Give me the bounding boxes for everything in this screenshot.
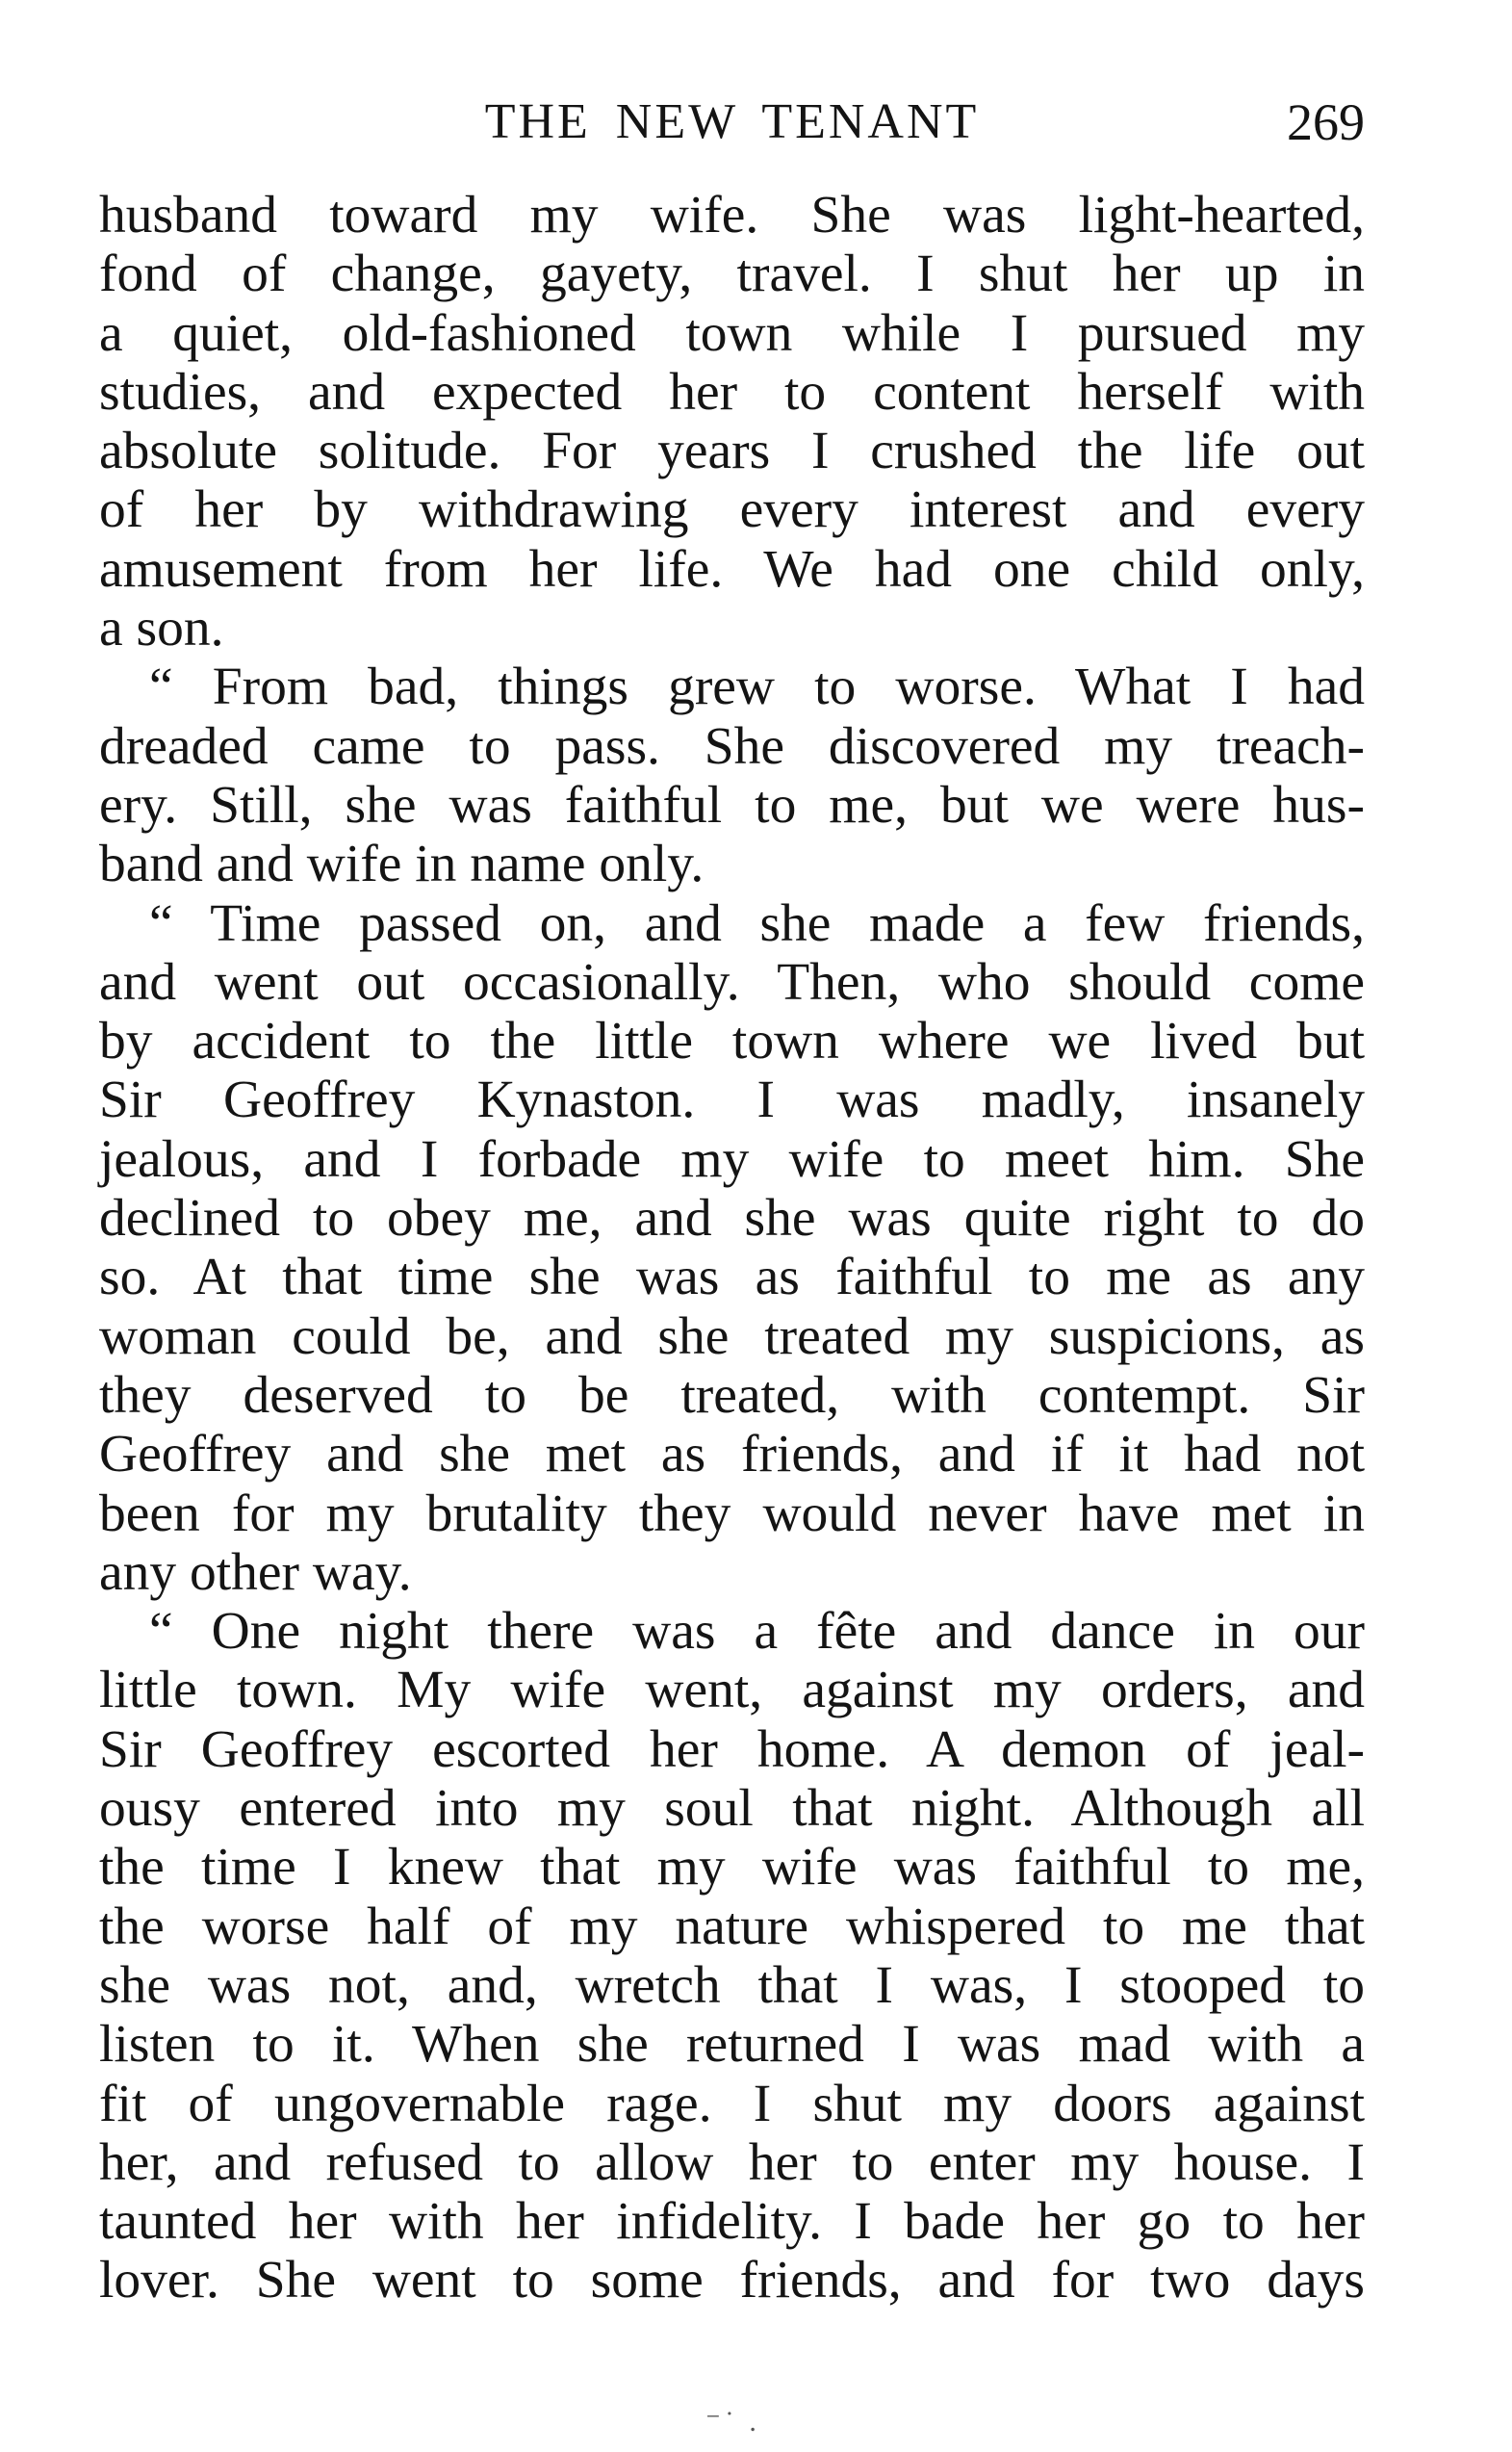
text-line: “ Time passed on, and she made a few friends, (149, 893, 1365, 953)
text-line: husband toward my wife. She was light-hearted, (99, 186, 1365, 245)
text-line: “ One night there was a fête and dance in our (149, 1602, 1365, 1662)
running-title: THE NEW TENANT (484, 94, 980, 149)
text-line: Sir Geoffrey escorted her home. A demon of jeal- (99, 1719, 1365, 1779)
text-line: a son. (99, 599, 224, 658)
text-line: the time I knew that my wife was faithful to me, (99, 1838, 1365, 1897)
text-line: they deserved to be treated, with contempt. Sir (99, 1365, 1365, 1425)
text-line: absolute solitude. For years I crushed the life out (99, 422, 1365, 481)
text-line: listen to it. When she returned I was mad with a (99, 2015, 1365, 2075)
text-line: jealous, and I forbade my wife to meet him. She (99, 1129, 1365, 1189)
text-line: dreaded came to pass. She discovered my treach- (99, 716, 1365, 776)
text-line: studies, and expected her to content herself with (99, 362, 1365, 422)
text-line: a quiet, old-fashioned town while I pursued my (99, 303, 1365, 363)
text-line: of her by withdrawing every interest and every (99, 480, 1365, 540)
text-line: fond of change, gayety, travel. I shut her up in (99, 245, 1365, 304)
text-line: declined to obey me, and she was quite right to do (99, 1189, 1365, 1249)
text-line: by accident to the little town where we lived but (99, 1012, 1365, 1071)
text-line: and went out occasionally. Then, who should come (99, 952, 1365, 1012)
text-line: the worse half of my nature whispered to me that (99, 1897, 1365, 1956)
text-line: been for my brutality they would never have met in (99, 1484, 1365, 1543)
text-line: any other way. (99, 1542, 412, 1602)
text-line: Sir Geoffrey Kynaston. I was madly, insanely (99, 1071, 1365, 1130)
text-line: Geoffrey and she met as friends, and if it had not (99, 1425, 1365, 1484)
text-line: woman could be, and she treated my suspicions, as (99, 1306, 1365, 1366)
running-head (99, 89, 1365, 156)
text-line: little town. My wife went, against my orders, and (99, 1661, 1365, 1720)
text-line: so. At that time she was as faithful to me as any (99, 1248, 1365, 1307)
text-line: her, and refused to allow her to enter my house. I (99, 2132, 1365, 2192)
text-line: “ From bad, things grew to worse. What I had (149, 658, 1365, 717)
text-line: she was not, and, wretch that I was, I stooped to (99, 1955, 1365, 2015)
text-line: ousy entered into my soul that night. Although all (99, 1779, 1365, 1839)
text-line: band and wife in name only. (99, 835, 705, 894)
text-line: ery. Still, she was faithful to me, but we were hus- (99, 775, 1365, 835)
text-line: fit of ungovernable rage. I shut my doors against (99, 2074, 1365, 2133)
print-speck-marks: ⁻˙ . (705, 2406, 760, 2438)
text-line: taunted her with her infidelity. I bade her go to her (99, 2192, 1365, 2252)
page-number: 269 (1287, 93, 1365, 151)
text-line: amusement from her life. We had one child only, (99, 539, 1365, 599)
text-line: lover. She went to some friends, and for two days (99, 2251, 1365, 2310)
body-text (99, 186, 1365, 2310)
